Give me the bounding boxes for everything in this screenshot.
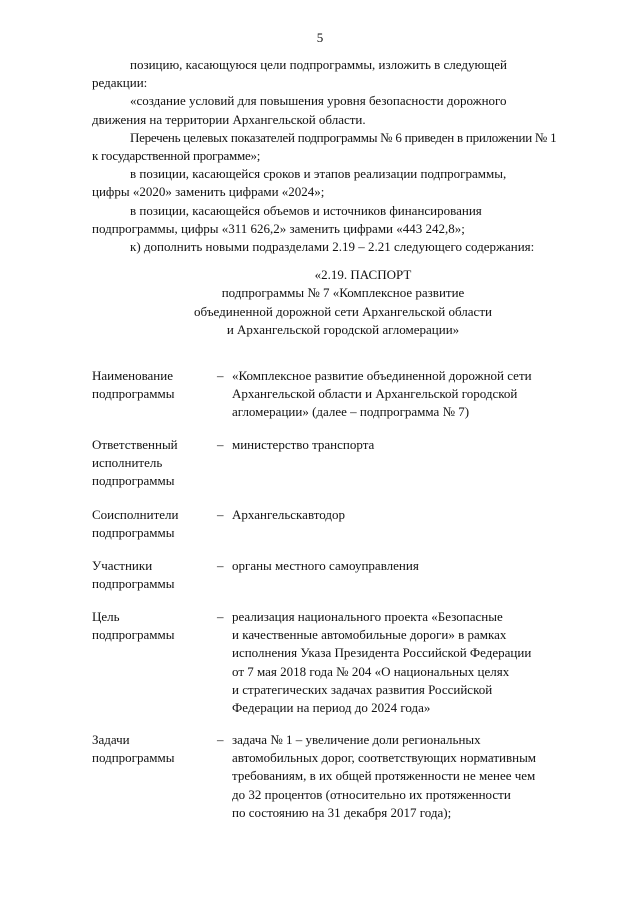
row-dash: –: [217, 558, 224, 573]
row-value-line: автомобильных дорог, соответствующих нормативным: [232, 750, 537, 766]
text-line: подпрограммы, цифры «311 626,2» заменить цифрами «443 242,8»;: [92, 220, 465, 236]
row-label-line: Цель: [92, 609, 120, 624]
row-value-line: Архангельскавтодор: [232, 507, 346, 522]
row-value-line: агломерации» (далее – подпрограмма № 7): [232, 404, 470, 420]
text-line: в позиции, касающейся сроков и этапов реализации подпрограммы,: [130, 166, 507, 182]
row-value-line: до 32 процентов (относительно их протяженности: [232, 786, 511, 802]
row-label-line: подпрограммы: [92, 525, 175, 541]
row-label: [92, 367, 212, 403]
passport-title-line: подпрограммы № 7 «Комплексное развитие: [221, 285, 465, 301]
row-value-line: по состоянию на 31 декабря 2017 года);: [232, 804, 452, 820]
row-label-line: подпрограммы: [92, 750, 175, 766]
row-label-line: подпрограммы: [92, 627, 175, 643]
row-label: [92, 436, 212, 491]
row-label: [92, 731, 212, 767]
text-line: «создание условий для повышения уровня безопасности дорожного: [130, 93, 507, 109]
text-line: Перечень целевых показателей подпрограммы № 6 приведен в приложении № 1: [130, 129, 557, 145]
paragraph-funding: [92, 202, 594, 238]
row-value-line: и стратегических задачах развития Российской: [232, 681, 493, 697]
passport-title-line: «2.19. ПАСПОРТ: [314, 267, 412, 282]
row-value-line: требованиям, в их общей протяженности не менее чем: [232, 768, 536, 784]
passport-title-line: и Архангельской городской агломерации»: [226, 322, 460, 338]
text-line: позицию, касающуюся цели подпрограммы, изложить в следующей: [130, 57, 507, 72]
paragraph-new-subsections: [92, 238, 594, 256]
row-label-line: подпрограммы: [92, 386, 175, 402]
row-label-line: исполнитель: [92, 455, 163, 471]
page-number: 5: [316, 30, 324, 45]
row-value-line: Архангельской области и Архангельской городской: [232, 386, 518, 402]
row-value-line: реализация национального проекта «Безопасные: [232, 609, 503, 624]
row-dash: –: [217, 507, 224, 522]
row-value-line: органы местного самоуправления: [232, 558, 419, 573]
passport-title-line: объединенной дорожной сети Архангельской области: [194, 303, 492, 319]
text-line: к) дополнить новыми подразделами 2.19 – 2.21 следующего содержания:: [130, 239, 535, 255]
paragraph-goal-quote: [92, 92, 594, 128]
row-label-line: подпрограммы: [92, 576, 175, 592]
row-label: [92, 608, 212, 644]
row-dash: –: [217, 368, 224, 383]
row-label-line: Наименование: [92, 368, 173, 383]
paragraph-terms: [92, 165, 594, 201]
row-label-line: Задачи: [92, 732, 130, 747]
row-dash: –: [217, 609, 224, 624]
row-dash: –: [217, 732, 224, 747]
passport-title: [92, 266, 594, 340]
row-label: [92, 557, 212, 593]
text-line: редакции:: [92, 75, 148, 91]
row-value-line: «Комплексное развитие объединенной дорожной сети: [232, 368, 532, 383]
paragraph-goal-position: [92, 56, 594, 92]
row-value-line: и качественные автомобильные дороги» в рамках: [232, 627, 507, 643]
text-line: цифры «2020» заменить цифрами «2024»;: [92, 184, 325, 200]
row-value-line: от 7 мая 2018 года № 204 «О национальных целях: [232, 663, 510, 679]
row-value-line: Федерации на период до 2024 года»: [232, 700, 431, 716]
row-value: [232, 436, 594, 454]
row-label-line: Соисполнители: [92, 507, 179, 522]
row-value: [232, 557, 594, 575]
row-value: [232, 608, 594, 717]
text-line: к государственной программе»;: [92, 148, 261, 164]
text-line: в позиции, касающейся объемов и источников финансирования: [130, 202, 482, 218]
row-label-line: подпрограммы: [92, 473, 175, 489]
row-value-line: министерство транспорта: [232, 437, 375, 452]
text-line: движения на территории Архангельской области.: [92, 111, 366, 127]
row-value: [232, 506, 594, 524]
row-value-line: задача № 1 – увеличение доли региональных: [232, 732, 481, 747]
row-label: [92, 506, 212, 542]
row-label-line: Участники: [92, 558, 153, 573]
row-value-line: исполнения Указа Президента Российской Федерации: [232, 645, 532, 661]
row-label-line: Ответственный: [92, 437, 178, 452]
paragraph-indicators: [92, 129, 594, 165]
row-dash: –: [217, 437, 224, 452]
amendment-text: [92, 56, 594, 256]
row-value: [232, 731, 594, 822]
row-value: [232, 367, 594, 422]
